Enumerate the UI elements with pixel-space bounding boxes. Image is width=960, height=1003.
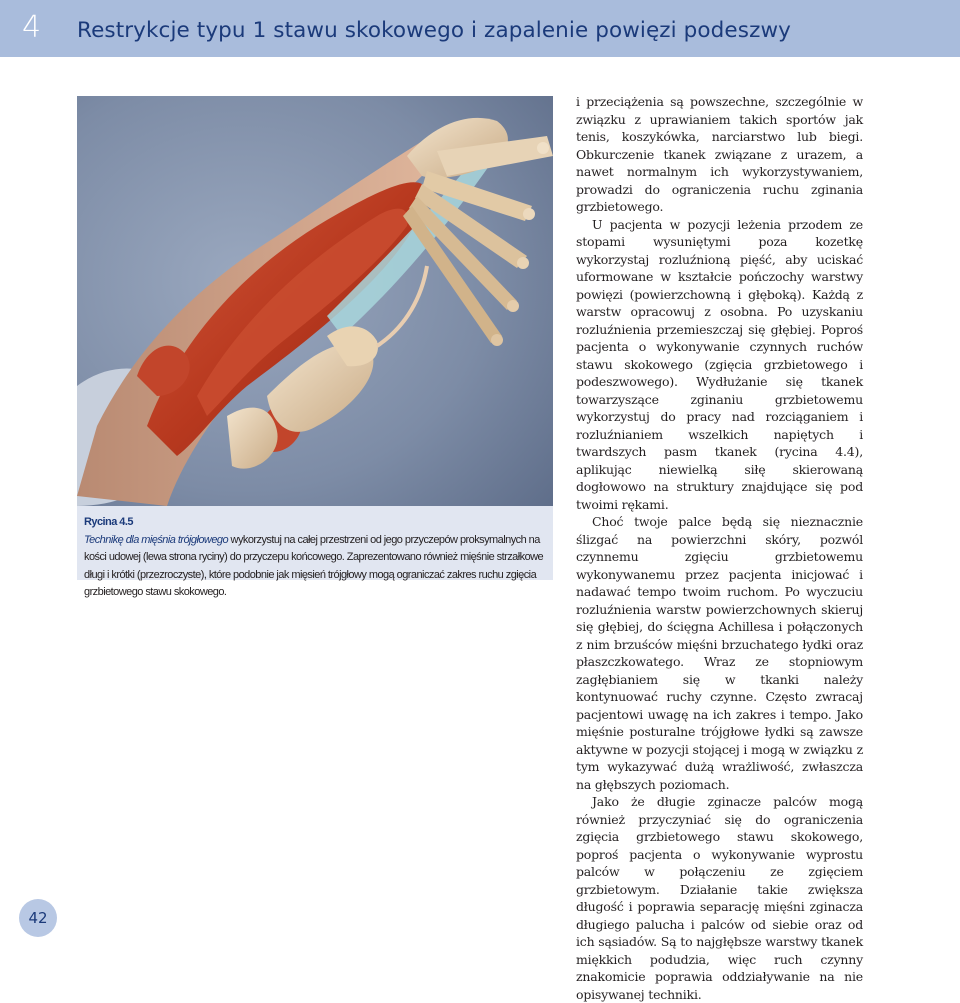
- chapter-header: [0, 0, 960, 57]
- body-text-column: [576, 93, 863, 1003]
- anatomy-illustration: [77, 96, 553, 506]
- body-paragraph: Choć twoje palce będą się nieznacznie ślizgać na powierzchni skóry, pozwól czynnemu zgięciu grzbietowemu wykonywanemu przez pacjenta inicjować i nadawać tempo twoim ruchom. Po wyczuciu rozluźnienia warstw powierzchownych skieruj się głębiej, do ścięgna Achillesa i połączonych z nim brzuśców mięśni brzuchatego łydki oraz płaszczkowatego. Wraz ze stopniowym zagłębianiem się w tkanki należy kontynuować ruchy czynne. Często zwracaj pacjentowi uwagę na ich zakres i tempo. Jako mięśnie posturalne trójgłowe łydki są zawsze aktywne w pozycji stojącej i mogą w związku z tym wykazywać dużą wrażliwość, zwłaszcza na głębszych poziomach.: [576, 514, 863, 792]
- caption-label: Rycina 4.5: [84, 516, 133, 528]
- body-paragraph: U pacjenta w pozycji leżenia przodem ze stopami wysuniętymi poza kozetkę wykorzystaj rozluźnioną pięść, aby uciskać uformowane w kształcie pończochy warstwy powięzi (powierzchowną i głęboką). Każdą z warstw opracowuj z osobna. Po uzyskaniu rozluźnienia przemieszczaj się głębiej. Poproś pacjenta o wykonywanie czynnych ruchów stawu skokowego (zgięcia grzbietowego i podeszwowego). Wydłużanie się tkanek towarzyszące zginaniu grzbietowemu wykorzystuj do pracy nad rozciąganiem i rozluźnianiem wszelkich napiętych i twardszych pasm tkanek (rycina 4.4), aplikując niewielką siłę skierowaną dogłowowo na struktury znajdujące się pod twoimi rękami.: [576, 216, 863, 512]
- page-number: 42: [19, 899, 57, 937]
- caption-italic-text: Technikę dla mięśnia trójgłowego: [84, 533, 229, 546]
- body-paragraph: i przeciążenia są powszechne, szczególnie w związku z uprawianiem takich sportów jak tenis, koszykówka, narciarstwo lub biegi. Obkurczenie tkanek związane z urazem, a nawet normalnym ich wykorzystywaniem, prowadzi do ograniczenia ruchu zginania grzbietowego.: [576, 94, 863, 214]
- chapter-number: 4: [22, 10, 42, 45]
- caption-text: wykorzystuj na całej przestrzeni od jego przyczepów proksymalnych na kości udowej (lewa strona ryciny) do przyczepu końcowego. Zaprezentowano również mięśnie strzałkowe długi i krótki (przezroczyste), które podobnie jak mięsień trójgłowy mogą ograniczać zakres ruchu zgięcia grzbietowego stawu skokowego.: [84, 533, 544, 598]
- figure-caption: [77, 506, 553, 598]
- body-paragraph: Jako że długie zginacze palców mogą również przyczyniać się do ograniczenia zgięcia grzbietowego stawu skokowego, poproś pacjenta o wykonywanie wyprostu palców w połączeniu ze zgięciem grzbietowym. Działanie takie zwiększa długość i poprawia separację mięśni zginacza długiego palucha i palców od siebie oraz od ich sąsiadów. Są to najgłębsze warstwy tkanek miękkich podudzia, więc ruch czynny znakomicie poprawia oddziaływanie na nie opisywanej techniki.: [576, 794, 863, 1002]
- chapter-title: Restrykcje typu 1 stawu skokowego i zapalenie powięzi podeszwy: [77, 18, 791, 43]
